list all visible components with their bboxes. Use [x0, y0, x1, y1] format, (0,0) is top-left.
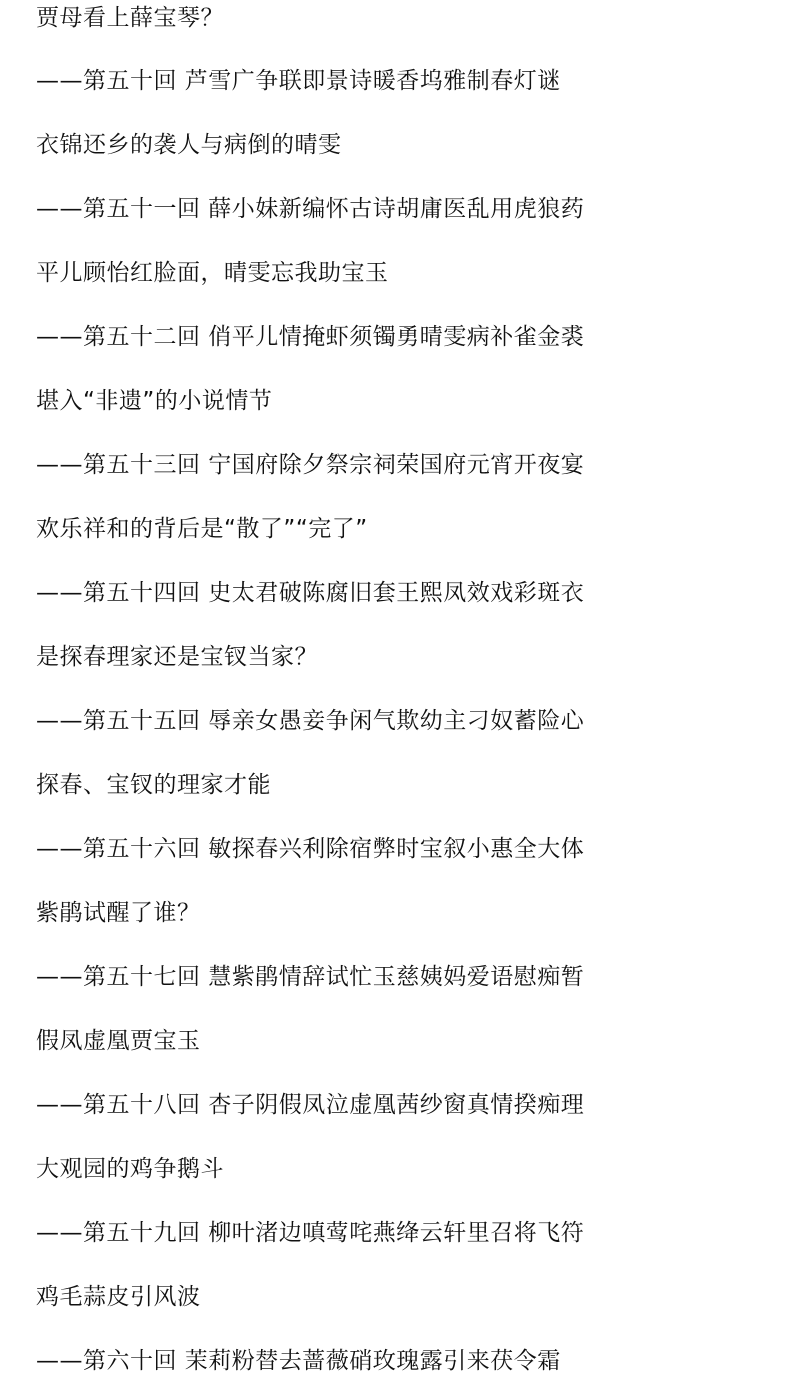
entry-0-chapter: ——第五十回 芦雪广争联即景诗暖香坞雅制春灯谜 [36, 68, 561, 94]
entry-3-title: 堪入“非遗”的小说情节 [36, 388, 273, 414]
entry-1-chapter: ——第五十一回 薛小妹新编怀古诗胡庸医乱用虎狼药 [36, 196, 585, 222]
entry-8-chapter: ——第五十八回 杏子阴假凤泣虚凰茜纱窗真情揆痴理 [36, 1092, 585, 1118]
entry-6-title: 探春、宝钗的理家才能 [36, 772, 271, 798]
entry-0-title: 贾母看上薛宝琴？ [36, 5, 224, 31]
entry-4-title: 欢乐祥和的背后是“散了”“完了” [36, 516, 368, 542]
entry-10-title: 鸡毛蒜皮引风波 [36, 1284, 201, 1310]
entry-2-chapter: ——第五十二回 俏平儿情掩虾须镯勇晴雯病补雀金裘 [36, 324, 585, 350]
entry-1-title: 衣锦还乡的袭人与病倒的晴雯 [36, 132, 342, 158]
entry-7-title: 紫鹃试醒了谁？ [36, 900, 201, 926]
entry-8-title: 假凤虚凰贾宝玉 [36, 1028, 201, 1054]
entry-10-chapter: ——第六十回 茉莉粉替去蔷薇硝玫瑰露引来茯令霜 [36, 1348, 561, 1374]
entry-6-chapter: ——第五十六回 敏探春兴利除宿弊时宝叙小惠全大体 [36, 836, 585, 862]
entry-2-title: 平儿顾怡红脸面，晴雯忘我助宝玉 [36, 260, 389, 286]
entry-5-title: 是探春理家还是宝钗当家？ [36, 644, 318, 670]
entry-4-chapter: ——第五十四回 史太君破陈腐旧套王熙凤效戏彩斑衣 [36, 580, 585, 606]
entry-9-chapter: ——第五十九回 柳叶渚边嗔莺咤燕绛云轩里召将飞符 [36, 1220, 585, 1246]
entry-7-chapter: ——第五十七回 慧紫鹃情辞试忙玉慈姨妈爱语慰痴暂 [36, 964, 585, 990]
entry-5-chapter: ——第五十五回 辱亲女愚妾争闲气欺幼主刁奴蓄险心 [36, 708, 585, 734]
entry-9-title: 大观园的鸡争鹅斗 [36, 1156, 224, 1182]
entry-3-chapter: ——第五十三回 宁国府除夕祭宗祠荣国府元宵开夜宴 [36, 452, 585, 478]
